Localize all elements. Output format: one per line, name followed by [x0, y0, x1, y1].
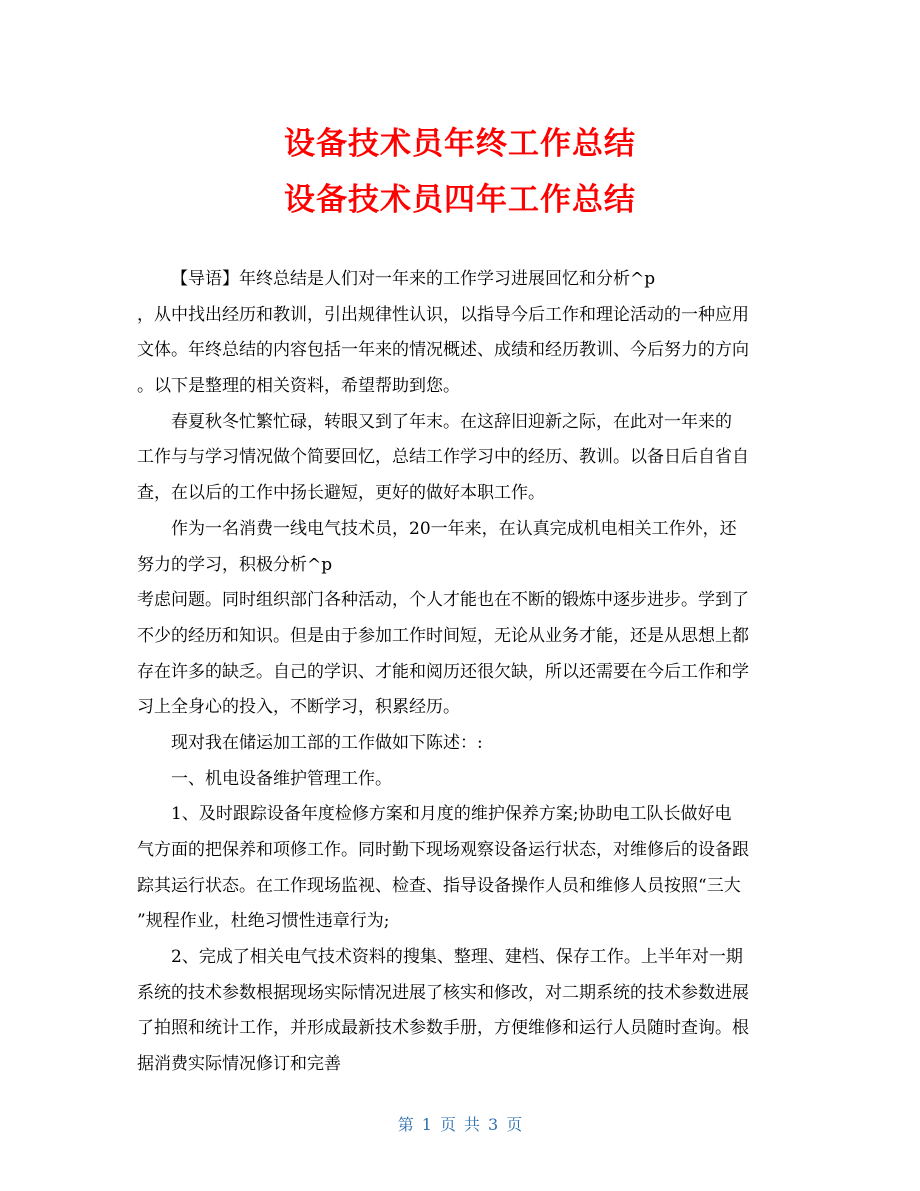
- body-line: 【导语】年终总结是人们对一年来的工作学习进展回忆和分析^p: [171, 269, 656, 289]
- body-line: 现对我在储运加工部的工作做如下陈述：:: [171, 732, 483, 753]
- document-subtitle: 设备技术员四年工作总结: [284, 182, 636, 218]
- footer-unit-end-label: 页: [506, 1115, 523, 1134]
- body-line: 踪其运行状态。在工作现场监视、检查、指导设备操作人员和维修人员按照“三大: [137, 875, 741, 896]
- body-line: 习上全身心的投入，不断学习，积累经历。: [137, 697, 460, 718]
- body-line: 文体。年终总结的内容包括一年来的情况概述、成绩和经历教训、今后努力的方向: [137, 340, 749, 361]
- body-line: 。以下是整理的相关资料，希望帮助到您。: [137, 376, 460, 397]
- document-title: 设备技术员年终工作总结: [284, 126, 636, 162]
- body-line: 气方面的把保养和项修工作。同时勤下现场观察设备运行状态，对维修后的设备跟: [137, 840, 749, 860]
- footer-current-page: 1: [421, 1115, 432, 1134]
- body-line: 作为一名消费一线电气技术员，20一年来，在认真完成机电相关工作外，还: [171, 518, 737, 539]
- footer-page-label: 第: [397, 1115, 414, 1134]
- body-line: 了拍照和统计工作，并形成最新技术参数手册，方便维修和运行人员随时查询。根: [137, 1018, 749, 1039]
- body-line: 努力的学习，积极分析^p: [137, 554, 333, 575]
- footer-total-label: 共: [464, 1115, 481, 1134]
- body-line: 存在许多的缺乏。自己的学识、才能和阅历还很欠缺，所以还需要在今后工作和学: [137, 661, 749, 682]
- body-line: 系统的技术参数根据现场实际情况进展了核实和修改，对二期系统的技术参数进展: [137, 982, 749, 1003]
- page-footer: [0, 1112, 920, 1135]
- document-body: [137, 262, 787, 1083]
- body-line: 不少的经历和知识。但是由于参加工作时间短，无论从业务才能，还是从思想上都: [137, 625, 749, 646]
- body-line: 查，在以后的工作中扬长避短，更好的做好本职工作。: [137, 483, 545, 504]
- footer-unit-label: 页: [439, 1115, 456, 1134]
- title-block: [0, 116, 920, 228]
- footer-total-pages: 3: [488, 1115, 499, 1134]
- body-line: ”规程作业，杜绝习惯性违章行为;: [137, 911, 390, 932]
- body-line: 据消费实际情况修订和完善: [137, 1054, 341, 1075]
- body-line: 一、机电设备维护管理工作。: [171, 768, 392, 789]
- body-line: 2、完成了相关电气技术资料的搜集、整理、建档、保存工作。上半年对一期: [171, 947, 743, 968]
- body-line: 工作与与学习情况做个简要回忆，总结工作学习中的经历、教训。以备日后自省自: [137, 447, 749, 468]
- body-line: ，从中找出经历和教训，引出规律性认识，以指导今后工作和理论活动的一种应用: [137, 304, 749, 325]
- body-line: 考虑问题。同时组织部门各种活动，个人才能也在不断的锻炼中逐步进步。学到了: [137, 590, 749, 611]
- body-line: 春夏秋冬忙繁忙碌，转眼又到了年末。在这辞旧迎新之际，在此对一年来的: [171, 411, 732, 432]
- body-line: 1、及时跟踪设备年度检修方案和月度的维护保养方案;协助电工队长做好电: [171, 804, 732, 825]
